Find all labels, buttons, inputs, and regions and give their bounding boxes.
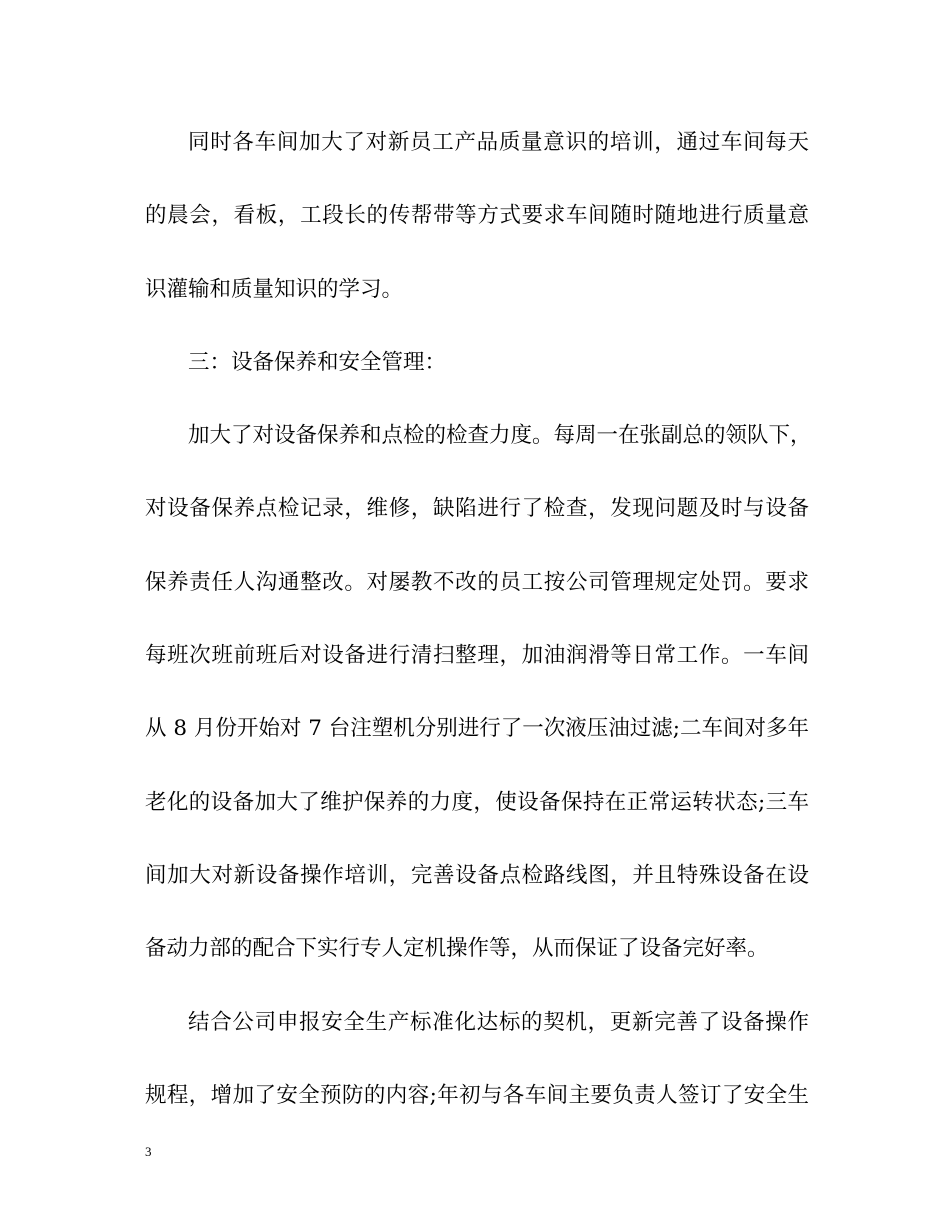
paragraph-line: 从 8 月份开始对 7 台注塑机分别进行了一次液压油过滤;二车间对多年 [145,716,809,742]
paragraph-line: 识灌输和质量知识的学习。 [145,276,404,302]
paragraph-line: 每班次班前班后对设备进行清扫整理，加油润滑等日常工作。一车间 [145,643,809,669]
body-text [145,118,812,1144]
paragraph-line: 结合公司申报安全生产标准化达标的契机，更新完善了设备操作 [188,1009,809,1035]
paragraph-line: 对设备保养点检记录，维修，缺陷进行了检查，发现问题及时与设备 [145,496,809,522]
paragraph-line: 规程，增加了安全预防的内容;年初与各车间主要负责人签订了安全生 [145,1082,809,1108]
paragraph-line: 同时各车间加大了对新员工产品质量意识的培训，通过车间每天 [188,130,809,155]
page-number: 3 [145,1144,152,1159]
paragraph-line: 保养责任人沟通整改。对屡教不改的员工按公司管理规定处罚。要求 [145,569,809,595]
paragraph-line: 间加大对新设备操作培训，完善设备点检路线图，并且特殊设备在设 [145,862,809,888]
paragraph-line: 加大了对设备保养和点检的检查力度。每周一在张副总的领队下， [188,423,812,449]
paragraph-line: 备动力部的配合下实行专人定机操作等，从而保证了设备完好率。 [145,936,769,962]
section-heading: 三：设备保养和安全管理： [188,349,447,375]
paragraph-line: 的晨会，看板，工段长的传帮带等方式要求车间随时随地进行质量意 [145,203,809,229]
paragraph-line: 老化的设备加大了维护保养的力度，使设备保持在正常运转状态;三车 [145,789,809,815]
